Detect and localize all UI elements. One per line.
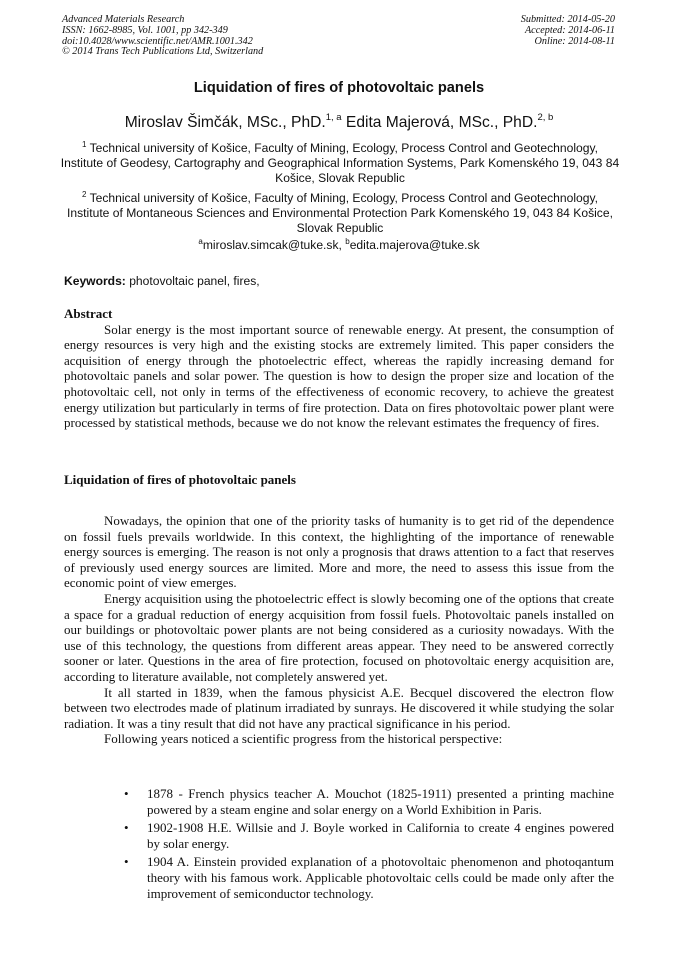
publication-dates (521, 15, 615, 47)
online-date: Online: 2014-08-11 (534, 35, 615, 47)
paragraph: Energy acquisition using the photoelectric effect is slowly becoming one of the options that create a space for a gradual reduction of energy acquisition from fossil fuels. Photovoltaic panels installed on our buildings or photovoltaic power plants are not being considered as a curiosity nowadays. With the use of this technology, the questions from different areas appear. They need to be answered correctly sooner or later. Questions in the area of fire protection, focused on photovoltaic energy acquisition are, according to literature available, not completely answered yet. (64, 590, 614, 684)
affiliation-text: Technical university of Košice, Faculty of Mining, Ecology, Process Control and Geotechnology, Institute of Geodesy, Cartography and Geographical Information Systems, Park Komenského 19, 043 84 Košice, Slovak Republic (60, 141, 620, 185)
keywords-label: Keywords: (64, 274, 126, 288)
author-name: Miroslav Šimčák, MSc., PhD. (124, 114, 326, 131)
author-sup: 1, a (325, 112, 342, 123)
list-item-text: 1878 - French physics teacher A. Mouchot (1825-1911) presented a printing machine powered by a steam engine and solar energy on a World Exhibition in Paris. (147, 786, 614, 817)
paper-title: Liquidation of fires of photovoltaic panels (193, 80, 485, 96)
abstract-text: Solar energy is the most important source of renewable energy. At present, the consumption of energy resources is very high and the existing stocks are extremely limited. This paper considers the acquisition of energy through the photoelectric effect, whereas the rapidly increasing demand for photovoltaic panels and solar power. The question is how to design the proper size and location of the photovoltaic cell, not only in terms of the effectiveness of economic recovery, to achieve the greatest energy utilization but particularly in terms of fire protection. Data on fires photovoltaic power plant were processed by statistical methods, because we do not know the relevant estimates the frequency of fires. (64, 321, 614, 431)
list-item (120, 786, 614, 817)
bullet-icon: • (124, 854, 129, 870)
list-item (120, 820, 614, 851)
history-list (120, 786, 614, 904)
list-item-text: 1902-1908 H.E. Willsie and J. Boyle worked in California to create 4 engines powered by solar energy. (147, 820, 614, 851)
affiliation-2 (60, 187, 620, 236)
author-sup: 2, b (537, 112, 554, 123)
affiliation-number: 2 (81, 190, 87, 199)
paragraph: Nowadays, the opinion that one of the priority tasks of humanity is to get rid of the dependence on fossil fuels prevails worldwide. In this context, the highlighting of the importance of renewable energy sources is emerging. The reason is not only a prognosis that draws attention to a fact that reserves of previously used energy sources are limited. More and more, the need to assess this issue from the economic point of view emerges. (64, 513, 614, 591)
section-heading: Liquidation of fires of photovoltaic panels (64, 472, 296, 487)
journal-name: Advanced Materials Research (62, 14, 185, 25)
journal-info (62, 15, 263, 58)
abstract-heading: Abstract (64, 306, 113, 321)
keywords-text: photovoltaic panel, fires, (129, 274, 260, 288)
list-item (120, 854, 614, 901)
doi-line: doi:10.4028/www.scientific.net/AMR.1001.342 (62, 35, 253, 47)
affiliation-number: 1 (81, 140, 87, 149)
affiliation-text: Technical university of Košice, Faculty of Mining, Ecology, Process Control and Geotechnology, Institute of Montaneous Sciences and Environmental Protection Park Komenského 19, 043 84 Košice, Slovak Republic (67, 191, 613, 235)
paragraph: It all started in 1839, when the famous physicist A.E. Becquel discovered the electron flow between two electrodes made of platinum irradiated by sunrays. He discovered it while studying the solar radiation. It was a tiny result that did not have any practical significance in his period. (64, 684, 614, 731)
keywords (64, 274, 260, 288)
abstract (64, 306, 614, 431)
list-item-text: 1904 A. Einstein provided explanation of a photovoltaic phenomenon and photoqantum theory with his famous work. Applicable photovoltaic cells could be made only after the improvement of semiconductor technology. (147, 854, 614, 901)
email-address[interactable]: edita.majerova@tuke.sk (349, 238, 480, 252)
paragraph: Following years noticed a scientific progress from the historical perspective: (104, 731, 503, 747)
author-name: Edita Majerová, MSc., PhD. (345, 114, 538, 131)
body-text (64, 513, 614, 747)
email-mark: b (345, 237, 350, 246)
issn-line: ISSN: 1662-8985, Vol. 1001, pp 342-349 (62, 24, 228, 36)
affiliation-1 (60, 137, 620, 186)
author-line (0, 112, 678, 132)
email-mark: a (198, 237, 203, 246)
email-address[interactable]: miroslav.simcak@tuke.sk (202, 238, 339, 252)
accepted-date: Accepted: 2014-06-11 (524, 24, 615, 36)
email-line: $^a$miroslav.simcak@tuke.sk, $^b$edita.majerova@tuke.sk (198, 237, 480, 252)
bullet-icon: • (124, 786, 129, 801)
bullet-icon: • (124, 820, 129, 836)
submitted-date: Submitted: 2014-05-20 (520, 14, 615, 25)
copyright-line: © 2014 Trans Tech Publications Ltd, Switzerland (62, 46, 264, 58)
